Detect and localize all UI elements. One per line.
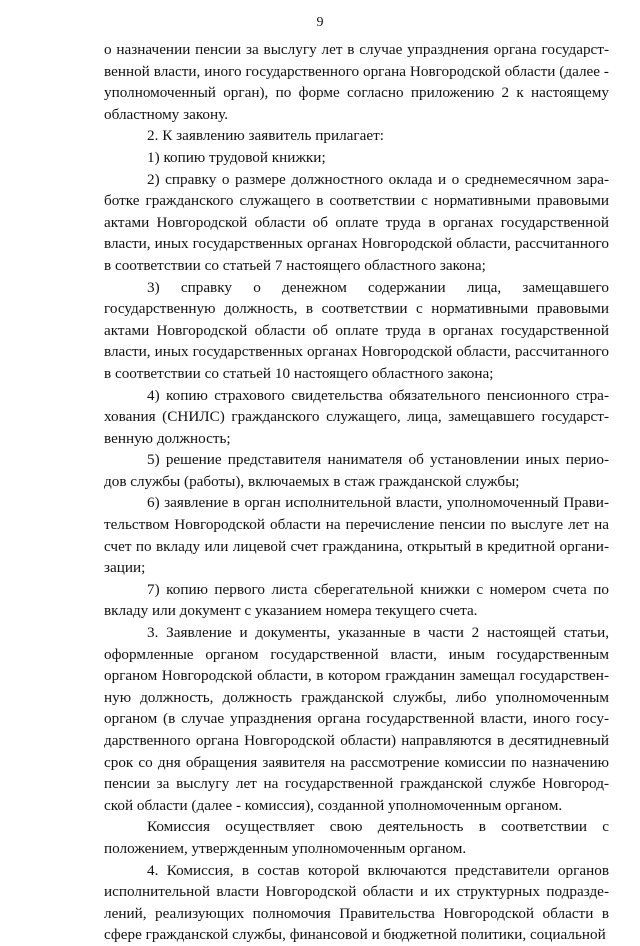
- list-item-6: 6) заявление в орган исполнительной власти, уполномоченный Правительством Новгородской области на перечисление пенсии по выслуге лет на счет по вкладу или лицевой счет гражданина, открытый в кредитной организации;: [104, 494, 609, 577]
- list-item-2: 2) справку о размере должностного оклада и о среднемесячном заработке гражданского служащего в соответствии с нормативными правовыми актами Новгородской области об оплате труда в органах государственной власти, иных государственных органах Новгородской области, рассчитанного в соответствии со статьей 7 настоящего областного закона;: [104, 170, 609, 274]
- paragraph-continuation: о назначении пенсии за выслугу лет в случае упразднения органа государственной власти, иного государственного органа Новгородской области (далее - уполномоченный орган), по форме согласно приложению 2 к настоящему областному закону.: [104, 41, 609, 123]
- list-item-1: 1) копию трудовой книжки;: [147, 148, 326, 166]
- page-number: 9: [316, 15, 324, 30]
- paragraph-commission: Комиссия осуществляет свою деятельность в соответствии с положением, утвержденным уполномоченным органом.: [104, 818, 609, 857]
- paragraph-part-2-intro: 2. К заявлению заявитель прилагает:: [147, 127, 384, 145]
- list-item-4: 4) копию страхового свидетельства обязательного пенсионного страхования (СНИЛС) гражданского служащего, лица, замещавшего государственную должность;: [104, 386, 609, 447]
- list-item-5: 5) решение представителя нанимателя об установлении иных периодов службы (работы), включаемых в стаж гражданской службы;: [104, 451, 609, 490]
- list-item-3: 3) справку о денежном содержании лица, замещавшего государственную должность, в соответствии с нормативными правовыми актами Новгородской области об оплате труда в органах государственной власти, иных государственных органах Новгородской области, рассчитанного в соответствии со статьей 10 настоящего областного закона;: [104, 278, 609, 382]
- paragraph-part-3: 3. Заявление и документы, указанные в части 2 настоящей статьи, оформленные органом государственной власти, иным государственным органом Новгородской области, в котором гражданин замещал государственную должность, должность гражданской службы, либо уполномоченным органом (в случае упразднения органа государственной власти, иного государственного органа Новгородской области) направляются в десятидневный срок со дня обращения заявителя на рассмотрение комиссии по назначению пенсии за выслугу лет на государственной гражданской службе Новгородской области (далее - комиссия), созданной уполномоченным органом.: [104, 624, 609, 814]
- document-body: [104, 39, 609, 946]
- list-item-7: 7) копию первого листа сберегательной книжки с номером счета по вкладу или документ с указанием номера текущего счета.: [104, 580, 609, 620]
- paragraph-part-4: 4. Комиссия, в состав которой включаются представители органов исполнительной власти Новгородской области и их структурных подразделений, реализующих полномочия Правительства Новгородской области в сфере гражданской службы, финансовой и бюджетной политики, социальной: [104, 861, 609, 944]
